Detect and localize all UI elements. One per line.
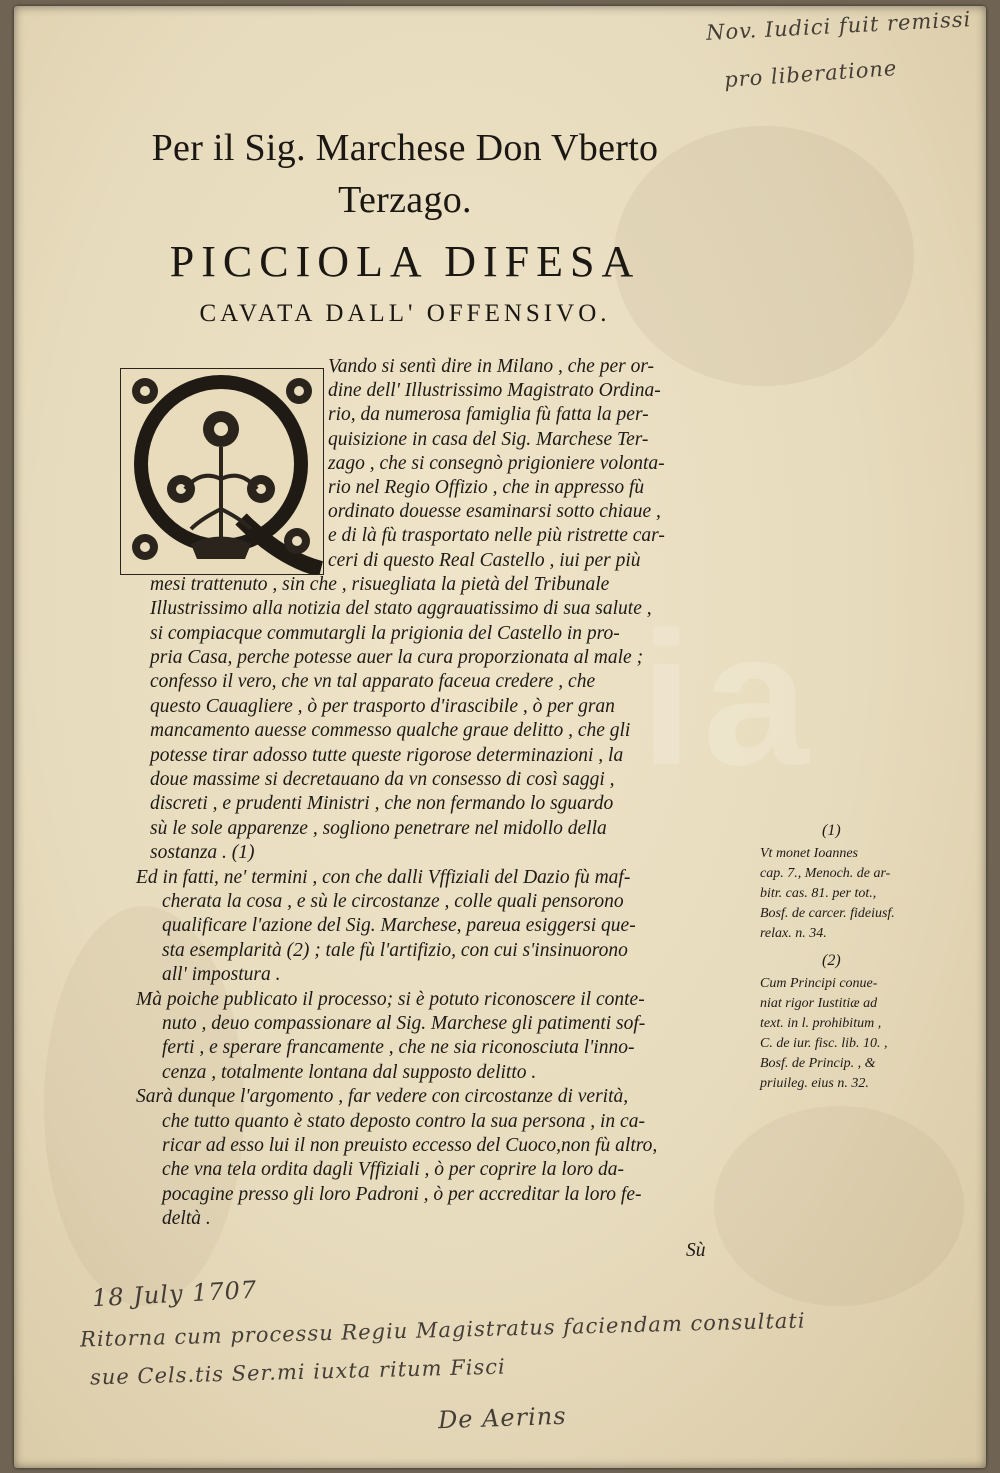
marginal-note-line: bitr. cas. 81. per tot., bbox=[760, 886, 877, 901]
floral-ornament-icon bbox=[121, 369, 323, 574]
body-line: ordinato douesse esaminarsi sotto chiaue , bbox=[328, 501, 661, 523]
title-line-2: Terzago. bbox=[338, 179, 472, 221]
body-line: zago , che si consegnò prigioniere volonta- bbox=[328, 452, 665, 474]
body-line: qualificare l'azione del Sig. Marchese, pareua esiggersi que- bbox=[162, 915, 636, 937]
body-line: potesse tirar adosso tutte queste rigorose determinazioni , la bbox=[150, 744, 624, 766]
body-line: Illustrissimo alla notizia del stato aggrauatissimo di sua salute , bbox=[150, 598, 652, 620]
body-line: che tutto quanto è stato deposto contro la sua persona , in ca- bbox=[162, 1110, 645, 1132]
body-line: ferti , e sperare francamente , che ne sia riconosciuta l'inno- bbox=[162, 1037, 635, 1059]
body-line: pocagine presso gli loro Padroni , ò per accreditar la loro fe- bbox=[162, 1183, 642, 1205]
catchword: Sù bbox=[686, 1240, 706, 1261]
sub-heading: CAVATA DALL' OFFENSIVO. bbox=[199, 300, 611, 327]
marginal-note-line: Vt monet Ioannes bbox=[760, 846, 858, 861]
body-line: rio nel Regio Offizio , che in appresso fù bbox=[328, 477, 645, 498]
body-line: confesso il vero, che vn tal apparato faceua credere , che bbox=[150, 671, 596, 693]
marginal-note-line: Bosf. de Princip. , & bbox=[760, 1056, 876, 1071]
body-line: dine dell' Illustrissimo Magistrato Ordina- bbox=[328, 380, 661, 402]
body-line: questo Cauagliere , ò per trasporto d'irascibile , ò per gran bbox=[150, 695, 615, 717]
body-line: all' impostura . bbox=[162, 964, 281, 986]
marginal-note-line: Bosf. de carcer. fideiusf. bbox=[760, 906, 895, 921]
body-line: quisizione in casa del Sig. Marchese Ter- bbox=[328, 428, 649, 450]
body-line: doue massime si decretauano da vn consesso di così saggi , bbox=[150, 769, 615, 790]
marginal-note-line: niat rigor Iustitiæ ad bbox=[760, 996, 878, 1011]
body-line: discreti , e prudenti Ministri , che non fermando lo sguardo bbox=[150, 793, 614, 815]
handwritten-signature: De Aerins bbox=[437, 1401, 567, 1435]
body-line: sù le sole apparenze , sogliono penetrare nel midollo della bbox=[150, 817, 607, 839]
body-line: Vando si sentì dire in Milano , che per or- bbox=[328, 356, 655, 377]
body-line: cherata la cosa , e sù le circostanze , colle quali pensorono bbox=[162, 891, 624, 912]
marginal-note-line: Cum Principi conue- bbox=[760, 976, 878, 991]
marginal-note-line: (2) bbox=[822, 952, 841, 969]
body-line: Ed in fatti, ne' termini , con che dalli Vffiziali del Dazio fù maf- bbox=[136, 866, 631, 888]
body-line: si compiacque commutargli la prigionia del Castello in pro- bbox=[150, 622, 620, 644]
body-line: e di là fù trasportato nelle più ristrette car- bbox=[328, 525, 665, 547]
body-line: Sarà dunque l'argomento , far vedere con circostanze di verità, bbox=[136, 1086, 629, 1108]
body-line: sostanza . (1) bbox=[150, 842, 255, 864]
body-line: mancamento auesse commesso qualche graue delitto , che gli bbox=[150, 720, 631, 742]
drop-cap-ornament bbox=[120, 368, 324, 575]
handwritten-note-bottom-2: sue Cels.tis Ser.mi iuxta ritum Fisci bbox=[89, 1354, 507, 1390]
marginal-note-line: text. in l. prohibitum , bbox=[760, 1016, 882, 1031]
body-line: ceri di questo Real Castello , iui per più bbox=[328, 549, 641, 571]
body-line: pria Casa, perche potesse auer la cura proporzionata al male ; bbox=[150, 647, 644, 668]
body-line: mesi trattenuto , sin che , risuegliata la pietà del Tribunale bbox=[150, 573, 610, 595]
watermark: ia bbox=[640, 593, 819, 805]
body-line: Mà poiche publicato il processo; si è potuto riconoscere il conte- bbox=[136, 988, 645, 1010]
body-line: ricar ad esso lui il non preuisto eccesso del Cuoco,non fù altro, bbox=[162, 1135, 658, 1156]
marginal-note-line: C. de iur. fisc. lib. 10. , bbox=[760, 1036, 888, 1051]
marginal-note-line: priuileg. eius n. 32. bbox=[760, 1076, 869, 1091]
body-line: deltà . bbox=[162, 1208, 211, 1230]
body-line: nuto , deuo compassionare al Sig. Marchese gli patimenti sof- bbox=[162, 1013, 646, 1034]
handwritten-note-top-1: Nov. Iudici fuit remissi bbox=[705, 7, 972, 45]
main-heading: PICCIOLA DIFESA bbox=[169, 237, 641, 286]
body-line: rio, da numerosa famiglia fù fatta la per- bbox=[328, 404, 649, 426]
marginal-note-line: cap. 7., Menoch. de ar- bbox=[760, 866, 891, 881]
handwritten-date: 18 July 1707 bbox=[91, 1275, 258, 1313]
title-line-1: Per il Sig. Marchese Don Vberto bbox=[151, 127, 659, 169]
marginal-note-line: (1) bbox=[822, 822, 841, 839]
body-line: che vna tela ordita dagli Vffiziali , ò per coprire la loro da- bbox=[162, 1159, 624, 1181]
handwritten-note-top-2: pro liberatione bbox=[723, 55, 899, 93]
marginal-note-line: relax. n. 34. bbox=[760, 926, 827, 941]
handwritten-note-bottom-1: Ritorna cum processu Regiu Magistratus faciendam consultati bbox=[79, 1308, 806, 1352]
body-line: cenza , totalmente lontana dal supposto delitto . bbox=[162, 1061, 537, 1083]
body-line: sta esemplarità (2) ; tale fù l'artifizio, con cui s'insinuorono bbox=[162, 939, 628, 961]
